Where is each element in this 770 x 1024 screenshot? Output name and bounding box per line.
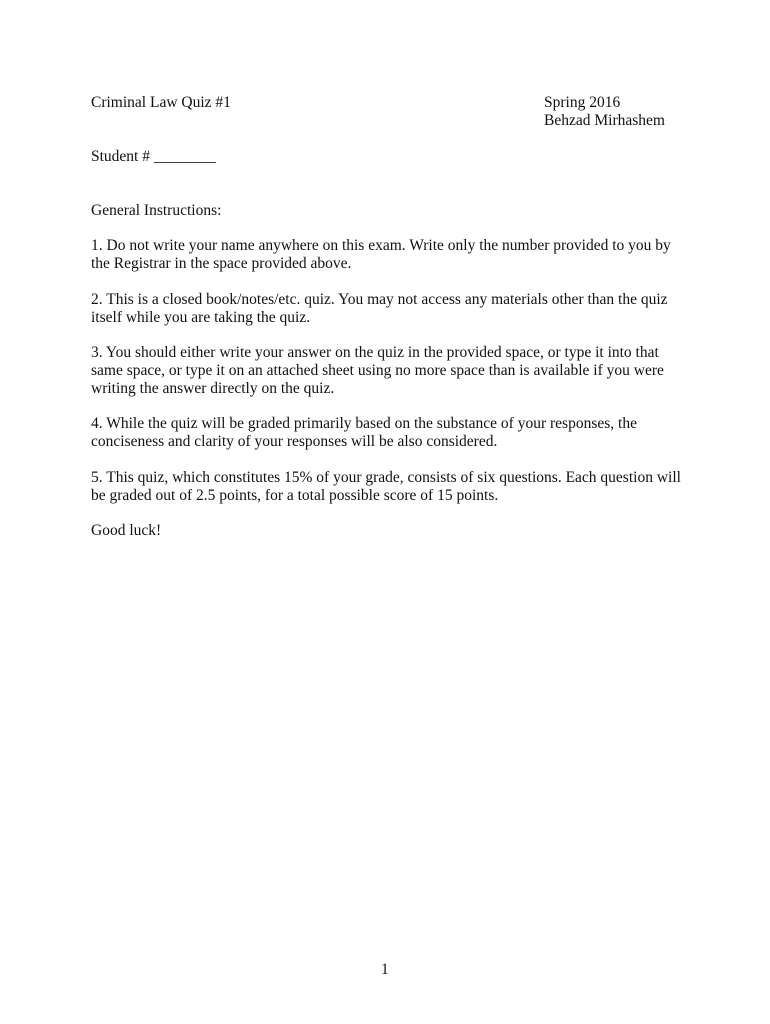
instruction-line: the Registrar in the space provided above. — [91, 255, 352, 272]
instructions-heading: General Instructions: — [91, 202, 222, 219]
instruction-line: writing the answer directly on the quiz. — [91, 380, 335, 397]
course-title: Criminal Law Quiz #1 — [91, 94, 231, 111]
instructor-name: Behzad Mirhashem — [544, 112, 665, 129]
instruction-item-5 — [91, 469, 691, 505]
instruction-line: be graded out of 2.5 points, for a total possible score of 15 points. — [91, 487, 499, 504]
instruction-line: conciseness and clarity of your responses will be also considered. — [91, 433, 498, 450]
instruction-item-4 — [91, 415, 691, 451]
instruction-line: 2. This is a closed book/notes/etc. quiz. You may not access any materials other than the quiz — [91, 291, 668, 308]
instruction-item-3 — [91, 344, 691, 398]
page-number: 1 — [381, 961, 389, 978]
term-label: Spring 2016 — [544, 94, 621, 111]
instruction-item-2 — [91, 291, 691, 327]
instruction-line: 1. Do not write your name anywhere on this exam. Write only the number provided to you by — [91, 237, 671, 254]
instruction-item-1 — [91, 237, 691, 273]
instruction-line: 4. While the quiz will be graded primarily based on the substance of your responses, the — [91, 415, 637, 432]
instruction-line: 5. This quiz, which constitutes 15% of your grade, consists of six questions. Each question will — [91, 469, 681, 486]
instruction-line: 3. You should either write your answer on the quiz in the provided space, or type it into that — [91, 344, 659, 361]
student-number-field: Student # ________ — [91, 148, 216, 165]
closing-text: Good luck! — [91, 522, 162, 539]
instruction-line: same space, or type it on an attached sheet using no more space than is available if you were — [91, 362, 664, 379]
instruction-line: itself while you are taking the quiz. — [91, 309, 311, 326]
